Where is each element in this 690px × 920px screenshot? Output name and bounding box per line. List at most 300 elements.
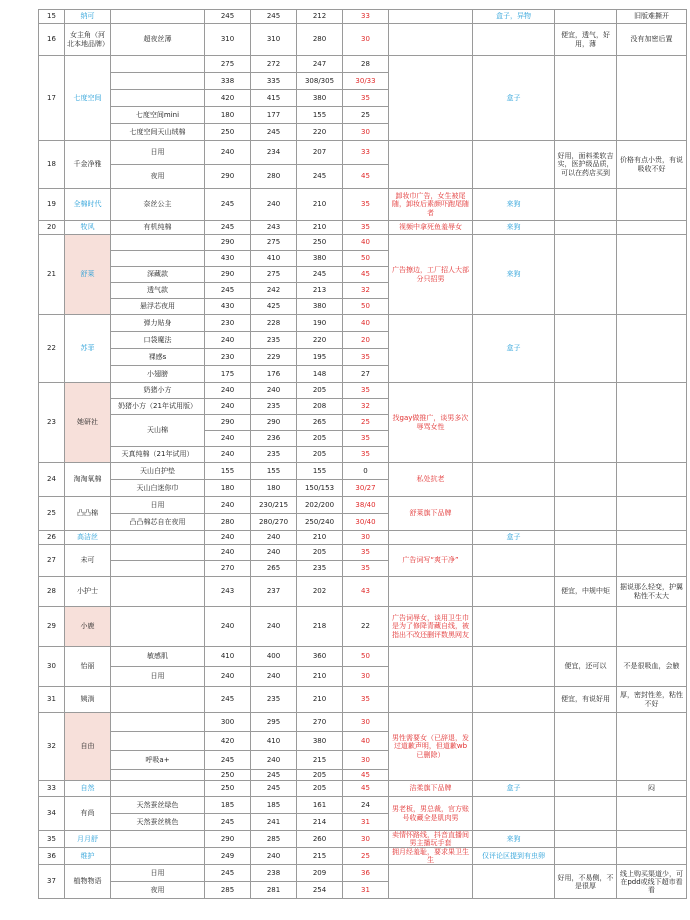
table-cell: 214 [297, 814, 343, 831]
table-cell: 250 [205, 781, 251, 797]
table-cell: 205 [297, 781, 343, 797]
table-cell [389, 531, 473, 545]
table-cell: 35 [343, 687, 389, 713]
table-cell: 29 [39, 607, 65, 647]
table-cell: 盒子 [473, 315, 555, 383]
table-cell: 40 [343, 315, 389, 332]
table-cell [111, 545, 205, 561]
table-cell: 便宜，透气，好用，薄 [555, 24, 617, 56]
table-cell: 205 [297, 770, 343, 781]
table-cell [555, 189, 617, 221]
table-cell: 238 [251, 865, 297, 882]
table-cell: 25 [39, 497, 65, 531]
table-cell [111, 235, 205, 251]
table-cell: 240 [251, 667, 297, 687]
table-row [39, 141, 687, 165]
table-cell: 245 [205, 814, 251, 831]
table-cell: 35 [343, 349, 389, 366]
table-cell: 210 [297, 531, 343, 545]
table-cell: 22 [343, 607, 389, 647]
table-cell: 卸妆巾广告，女生被尾随，卸妆后素颜吓跑尾随者 [389, 189, 473, 221]
table-cell: 235 [251, 332, 297, 349]
table-cell [555, 497, 617, 531]
table-cell: 185 [251, 797, 297, 814]
table-cell [111, 732, 205, 751]
table-cell: 37 [39, 865, 65, 899]
table-cell: 30 [343, 24, 389, 56]
table-cell: 245 [251, 770, 297, 781]
table-cell: 植物物语 [65, 865, 111, 899]
table-cell: 272 [251, 56, 297, 73]
table-cell [389, 10, 473, 24]
table-cell: 155 [297, 107, 343, 124]
table-cell: 247 [297, 56, 343, 73]
table-cell: 天真纯棉（21年试用） [111, 447, 205, 463]
table-cell: 25 [343, 415, 389, 431]
table-cell: 380 [297, 732, 343, 751]
table-cell: 32 [343, 283, 389, 299]
table-cell: 241 [251, 814, 297, 831]
table-cell: 240 [205, 497, 251, 514]
table-cell: 35 [343, 221, 389, 235]
table-cell: 苏菲 [65, 315, 111, 383]
table-row [39, 315, 687, 332]
table-cell [617, 497, 687, 531]
table-cell: 有尚 [65, 797, 111, 831]
table-row [39, 687, 687, 713]
table-cell: 280 [297, 24, 343, 56]
table-cell: 150/153 [297, 480, 343, 497]
table-cell [617, 235, 687, 315]
table-cell: 155 [251, 463, 297, 480]
table-cell: 私处抗老 [389, 463, 473, 497]
table-cell: 249 [205, 848, 251, 865]
table-cell: 15 [39, 10, 65, 24]
table-cell: 27 [39, 545, 65, 577]
table-cell: 天山棉 [111, 415, 205, 447]
table-cell: 维护 [65, 848, 111, 865]
table-row [39, 545, 687, 561]
table-cell: 205 [297, 447, 343, 463]
table-cell: 229 [251, 349, 297, 366]
table-cell: 27 [343, 366, 389, 383]
table-cell: 高洁丝 [65, 531, 111, 545]
table-row [39, 577, 687, 607]
table-cell: 26 [39, 531, 65, 545]
table-cell: 290 [205, 267, 251, 283]
table-cell: 210 [297, 667, 343, 687]
table-cell: 拥月经羞耻，要求果卫生生 [389, 848, 473, 865]
table-cell: 33 [343, 141, 389, 165]
table-cell: 335 [251, 73, 297, 90]
table-cell: 30 [39, 647, 65, 687]
table-cell: 便宜，有说好用 [555, 687, 617, 713]
table-cell [555, 781, 617, 797]
table-cell: 牧风 [65, 221, 111, 235]
table-cell: 35 [343, 383, 389, 399]
table-cell: 天山白护垫 [111, 463, 205, 480]
table-cell: 凸凸棉芯自在夜用 [111, 514, 205, 531]
table-cell [555, 383, 617, 463]
table-cell [473, 797, 555, 831]
table-cell: 30 [343, 531, 389, 545]
table-cell: 25 [343, 107, 389, 124]
table-cell [555, 797, 617, 831]
table-row [39, 831, 687, 848]
table-cell [555, 848, 617, 865]
table-cell: 25 [343, 848, 389, 865]
table-cell: 180 [205, 480, 251, 497]
table-cell: 20 [39, 221, 65, 235]
table-cell: 35 [343, 447, 389, 463]
table-cell [555, 463, 617, 497]
table-cell [389, 647, 473, 687]
table-cell: 小鹿 [65, 607, 111, 647]
table-cell: 舒莱 [65, 235, 111, 315]
table-cell: 旧版难撕开 [617, 10, 687, 24]
table-cell: 235 [251, 399, 297, 415]
table-cell: 来狗 [473, 235, 555, 315]
table-cell: 410 [251, 732, 297, 751]
table-cell [555, 545, 617, 577]
table-cell: 250 [205, 124, 251, 141]
table-row [39, 189, 687, 221]
table-cell: 148 [297, 366, 343, 383]
table-cell: 盒子，异物 [473, 10, 555, 24]
table-cell [111, 577, 205, 607]
table-cell: 深藏款 [111, 267, 205, 283]
table-cell: 209 [297, 865, 343, 882]
table-cell: 便宜，中规中矩 [555, 577, 617, 607]
table-cell: 275 [251, 267, 297, 283]
table-cell [473, 713, 555, 781]
table-cell [617, 315, 687, 383]
table-cell: 36 [343, 865, 389, 882]
table-cell: 235 [297, 561, 343, 577]
table-cell [111, 531, 205, 545]
table-cell [389, 141, 473, 189]
table-cell: 不是很吸血，会腋 [617, 647, 687, 687]
table-cell: 220 [297, 124, 343, 141]
table-cell: 30/33 [343, 73, 389, 90]
table-cell [111, 831, 205, 848]
table-cell: 40 [343, 732, 389, 751]
table-cell [111, 10, 205, 24]
table-cell: 32 [343, 399, 389, 415]
table-cell: 185 [205, 797, 251, 814]
table-cell: 176 [251, 366, 297, 383]
table-cell: 43 [343, 577, 389, 607]
table-cell: 30 [343, 124, 389, 141]
table-cell: 210 [297, 189, 343, 221]
table-cell: 日用 [111, 497, 205, 514]
table-cell: 237 [251, 577, 297, 607]
table-cell: 小护士 [65, 577, 111, 607]
table-cell: 270 [297, 713, 343, 732]
table-row [39, 10, 687, 24]
table-cell: 300 [205, 713, 251, 732]
table-cell: 厚，密封性差，粘性不好 [617, 687, 687, 713]
table-cell [389, 56, 473, 141]
table-cell: 215 [297, 848, 343, 865]
table-cell: 好用，面料柔软吉实，医护级品质，可以在药店买到 [555, 141, 617, 189]
table-cell: 380 [297, 299, 343, 315]
table-cell [617, 221, 687, 235]
table-cell: 240 [205, 431, 251, 447]
table-cell [555, 10, 617, 24]
table-row [39, 713, 687, 732]
table-cell: 35 [39, 831, 65, 848]
table-cell: 290 [205, 831, 251, 848]
table-cell: 50 [343, 647, 389, 667]
table-cell [617, 531, 687, 545]
table-cell: 180 [205, 107, 251, 124]
table-cell [617, 713, 687, 781]
table-row [39, 848, 687, 865]
table-cell: 18 [39, 141, 65, 189]
table-cell: 285 [205, 882, 251, 899]
table-cell: 30/27 [343, 480, 389, 497]
table-cell: 31 [343, 882, 389, 899]
table-cell [111, 90, 205, 107]
table-cell [111, 56, 205, 73]
table-cell: 250 [205, 770, 251, 781]
table-cell: 295 [251, 713, 297, 732]
table-cell: 250 [297, 235, 343, 251]
table-cell: 视频中拿死鱼羞辱女 [389, 221, 473, 235]
table-cell: 270 [205, 561, 251, 577]
table-cell: 236 [251, 431, 297, 447]
table-cell: 23 [39, 383, 65, 463]
table-cell: 32 [39, 713, 65, 781]
table-cell: 28 [343, 56, 389, 73]
table-cell: 31 [343, 814, 389, 831]
table-cell: 208 [297, 399, 343, 415]
table-cell: 240 [205, 141, 251, 165]
table-cell [617, 189, 687, 221]
table-cell [555, 831, 617, 848]
table-cell [111, 770, 205, 781]
table-cell: 240 [251, 545, 297, 561]
table-row [39, 56, 687, 73]
table-cell [111, 848, 205, 865]
table-cell: 日用 [111, 667, 205, 687]
table-cell: 245 [297, 165, 343, 189]
table-cell [617, 848, 687, 865]
table-cell [389, 865, 473, 899]
table-cell: 202/200 [297, 497, 343, 514]
table-cell: 线上购买渠道少，可在pdd或线下超市看看 [617, 865, 687, 899]
table-cell [617, 545, 687, 577]
table-cell: 便宜，还可以 [555, 647, 617, 687]
table-cell: 34 [39, 797, 65, 831]
table-row [39, 781, 687, 797]
table-cell: 七度空间 [65, 56, 111, 141]
table-cell: 215 [297, 751, 343, 770]
table-cell [617, 56, 687, 141]
table-cell: 230 [205, 349, 251, 366]
table-cell: 夜用 [111, 165, 205, 189]
table-cell [111, 251, 205, 267]
table-cell: 290 [251, 415, 297, 431]
table-cell: 她研社 [65, 383, 111, 463]
table-cell: 240 [251, 607, 297, 647]
table-cell: 洁柔旗下品牌 [389, 781, 473, 797]
table-cell: 190 [297, 315, 343, 332]
table-cell: 盒子 [473, 56, 555, 141]
table-cell: 20 [343, 332, 389, 349]
table-cell: 女主角（河北本地品牌） [65, 24, 111, 56]
table-cell [555, 713, 617, 781]
table-cell: 闷 [617, 781, 687, 797]
table-cell: 奈丝公主 [111, 189, 205, 221]
table-cell [473, 463, 555, 497]
table-cell [111, 561, 205, 577]
table-cell: 228 [251, 315, 297, 332]
table-cell: 234 [251, 141, 297, 165]
table-cell: 日用 [111, 865, 205, 882]
table-cell [473, 545, 555, 577]
table-cell: 410 [205, 647, 251, 667]
table-cell: 30 [343, 831, 389, 848]
table-cell: 天然蚕丝桃色 [111, 814, 205, 831]
table-cell: 仅评论区提到有虫卵 [473, 848, 555, 865]
table-cell: 245 [251, 124, 297, 141]
table-cell: 210 [297, 221, 343, 235]
table-cell: 425 [251, 299, 297, 315]
table-cell: 240 [205, 399, 251, 415]
table-cell: 380 [297, 251, 343, 267]
table-cell: 281 [251, 882, 297, 899]
table-cell: 30/40 [343, 514, 389, 531]
table-cell: 好用，不易侧，不是很厚 [555, 865, 617, 899]
table-cell: 265 [297, 415, 343, 431]
table-cell [617, 831, 687, 848]
table-cell [617, 463, 687, 497]
table-cell [555, 315, 617, 383]
table-cell: 205 [297, 545, 343, 561]
table-cell: 235 [251, 447, 297, 463]
table-cell: 230/215 [251, 497, 297, 514]
table-cell: 38/40 [343, 497, 389, 514]
table-cell: 245 [251, 781, 297, 797]
table-cell: 月月舒 [65, 831, 111, 848]
table-cell: 男性需要女（已辞退，发过道歉声明，但道歉wb已删除） [389, 713, 473, 781]
table-cell: 415 [251, 90, 297, 107]
table-cell: 45 [343, 770, 389, 781]
table-cell: 天然蚕丝绿色 [111, 797, 205, 814]
table-cell: 35 [343, 561, 389, 577]
table-cell: 31 [39, 687, 65, 713]
table-cell: 243 [205, 577, 251, 607]
table-cell: 盒子 [473, 781, 555, 797]
table-cell: 240 [251, 383, 297, 399]
table-cell: 找gay做推广，谈男多次辱骂女性 [389, 383, 473, 463]
table-cell [111, 713, 205, 732]
table-cell: 290 [205, 415, 251, 431]
table-cell: 240 [251, 848, 297, 865]
table-cell: 245 [205, 283, 251, 299]
table-cell: 男老板，男总裁，官方账号收藏全是肌肉男 [389, 797, 473, 831]
pad-comparison-table [38, 9, 687, 899]
table-cell: 纳可 [65, 10, 111, 24]
table-cell [555, 531, 617, 545]
table-cell [473, 141, 555, 189]
table-cell: 姨淌 [65, 687, 111, 713]
table-cell [473, 24, 555, 56]
table-cell: 155 [205, 463, 251, 480]
table-cell: 195 [297, 349, 343, 366]
table-cell: 212 [297, 10, 343, 24]
table-cell: 240 [205, 545, 251, 561]
table-cell: 来狗 [473, 221, 555, 235]
table-cell: 280/270 [251, 514, 297, 531]
table-cell: 夜用 [111, 882, 205, 899]
table-cell: 213 [297, 283, 343, 299]
table-cell: 22 [39, 315, 65, 383]
table-cell: 有机纯棉 [111, 221, 205, 235]
table-cell: 245 [205, 865, 251, 882]
table-cell: 33 [39, 781, 65, 797]
table-cell [389, 315, 473, 383]
table-row [39, 383, 687, 399]
table-cell: 240 [205, 332, 251, 349]
table-cell: 24 [39, 463, 65, 497]
table-cell [389, 687, 473, 713]
sheet-container [38, 9, 687, 899]
table-cell [111, 687, 205, 713]
table-cell: 自由 [65, 713, 111, 781]
table-cell: 凸凸棉 [65, 497, 111, 531]
table-cell: 218 [297, 607, 343, 647]
table-cell: 155 [297, 463, 343, 480]
table-cell: 265 [251, 561, 297, 577]
table-cell: 全棉时代 [65, 189, 111, 221]
table-cell: 240 [205, 531, 251, 545]
table-cell: 175 [205, 366, 251, 383]
table-row [39, 865, 687, 882]
table-cell: 千金净雅 [65, 141, 111, 189]
table-cell: 35 [343, 545, 389, 561]
table-cell: 超夜丝薄 [111, 24, 205, 56]
table-cell: 30 [343, 667, 389, 687]
table-row [39, 24, 687, 56]
table-cell: 30 [343, 713, 389, 732]
table-cell: 怡丽 [65, 647, 111, 687]
table-cell: 呼吸a+ [111, 751, 205, 770]
table-cell: 35 [343, 189, 389, 221]
table-cell: 240 [205, 383, 251, 399]
table-cell: 410 [251, 251, 297, 267]
table-cell: 161 [297, 797, 343, 814]
table-cell: 285 [251, 831, 297, 848]
table-cell: 245 [205, 687, 251, 713]
table-cell: 240 [251, 531, 297, 545]
table-cell: 210 [297, 687, 343, 713]
table-cell: 245 [205, 189, 251, 221]
table-cell: 240 [205, 607, 251, 647]
table-cell: 广告词辱女，谈用卫生巾是为了修降青藏自线，被指出不改还删评数黑网友 [389, 607, 473, 647]
table-cell: 口袋魔法 [111, 332, 205, 349]
table-cell: 19 [39, 189, 65, 221]
table-cell: 360 [297, 647, 343, 667]
table-cell: 天山白迷你巾 [111, 480, 205, 497]
table-cell: 45 [343, 165, 389, 189]
table-cell [389, 577, 473, 607]
table-cell [473, 607, 555, 647]
table-cell: 243 [251, 221, 297, 235]
table-cell: 33 [343, 10, 389, 24]
